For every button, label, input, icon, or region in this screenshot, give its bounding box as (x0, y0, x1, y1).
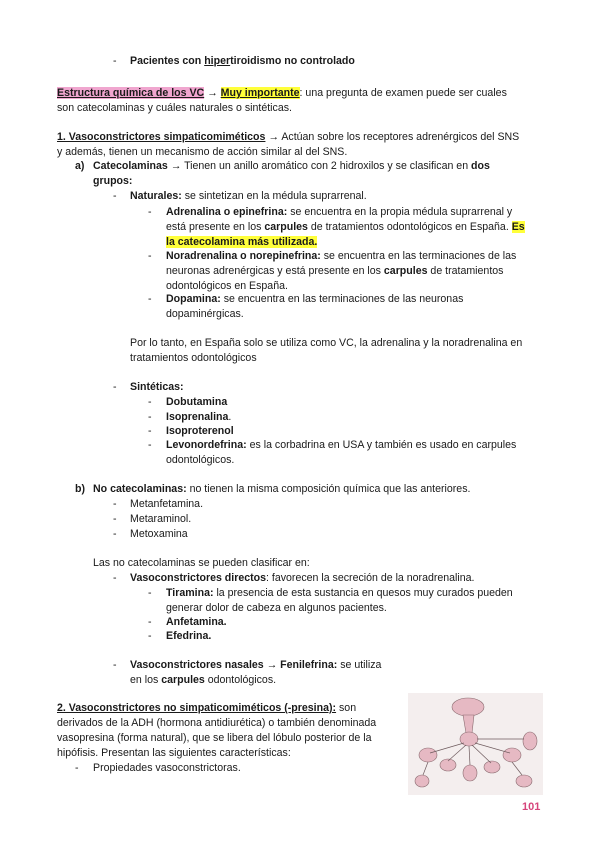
item-dobutamina: Dobutamina (166, 396, 228, 408)
item-directos (130, 571, 475, 586)
text-bold: dos (471, 160, 490, 172)
highlight-text: la catecolamina más utilizada. (166, 236, 318, 248)
section-2-paragraph (57, 701, 402, 761)
arrow-line (423, 762, 428, 775)
text-line: derivados de la ADH (hormona antidiurética) o también denominada (57, 717, 377, 729)
bullet-dash: - (113, 528, 117, 540)
bullet-dash: - (148, 630, 152, 642)
text-line: grupos: (93, 175, 133, 187)
list-letter-b: b) (75, 483, 85, 495)
text-bold: carpules (383, 265, 428, 277)
arrow-line (512, 762, 522, 775)
text-underlined: hiper (204, 55, 231, 67)
text: : favorecen la secreción de la noradrenalina. (266, 572, 475, 584)
paragraph-clasificacion: Las no catecolaminas se pueden clasificar en: (93, 557, 310, 569)
bullet-dash: - (148, 293, 152, 305)
paragraph-estructura (57, 86, 543, 116)
bullet-dash: - (148, 616, 152, 628)
text-line: Por lo tanto, en España solo se utiliza como VC, la adrenalina y la noradrenalina en (130, 337, 523, 349)
label-naturales: Naturales: (130, 190, 182, 202)
text: se encuentra en la propia médula suprarrenal y (287, 206, 513, 218)
label-isoprenalina: Isoprenalina (166, 411, 229, 423)
bullet-dash: - (148, 396, 152, 408)
label-noradrenalina: Noradrenalina o norepinefrina: (166, 250, 321, 262)
text: neuronas adrenérgicas y está presente en los (166, 265, 384, 277)
label-dopamina: Dopamina: (166, 293, 221, 305)
bullet-dash: - (148, 250, 152, 262)
item-dopamina (166, 292, 543, 322)
item-isoproterenol: Isoproterenol (166, 425, 234, 437)
bullet-dash: - (148, 411, 152, 423)
item-noradrenalina (166, 249, 543, 294)
label-directos: Vasoconstrictores directos (130, 572, 267, 584)
text-line: dopaminérgicas. (166, 308, 244, 320)
organ-shape (516, 775, 532, 787)
text-line: hipófisis. Presentan las siguientes características: (57, 747, 291, 759)
text-line: vasopresina (forma natural), que se libera del lóbulo posterior de la (57, 732, 372, 744)
text: no tienen la misma composición química que las anteriores. (186, 483, 471, 495)
text: → Actúan sobre los receptores adrenérgicos del SNS (265, 131, 520, 143)
text: está presente en los (166, 221, 265, 233)
arrow-line (475, 743, 510, 753)
text: : una pregunta de examen puede ser cuales (299, 87, 507, 99)
text: es la corbadrina en USA y también es usado en carpules (246, 439, 517, 451)
organ-shape (503, 748, 521, 762)
text: se sintetizan en la médula suprarrenal. (181, 190, 367, 202)
bullet-dash: - (148, 206, 152, 218)
text: de tratamientos (427, 265, 504, 277)
item-tiramina (166, 586, 543, 616)
bullet-dash: - (113, 659, 117, 671)
label-levonordefrina: Levonordefrina: (166, 439, 247, 451)
item-efedrina: Efedrina. (166, 630, 212, 642)
text-bold: carpules (264, 221, 308, 233)
hypophysis-diagram-svg (408, 693, 543, 795)
text-line: odontológicos. (166, 454, 235, 466)
bullet-dash: - (75, 762, 79, 774)
item-adrenalina (166, 205, 543, 250)
label-sinteticas: Sintéticas: (130, 381, 184, 393)
item-catecolaminas (93, 159, 543, 189)
hypothalamus-shape (452, 698, 484, 716)
organ-shape (415, 775, 429, 787)
arrow-line (448, 745, 466, 761)
text: Pacientes con (130, 55, 205, 67)
bullet-dash: - (148, 587, 152, 599)
organ-shape (484, 761, 500, 773)
bullet-dash: - (113, 381, 117, 393)
highlight-text: Es (511, 221, 525, 233)
text-line: tratamientos odontológicos (130, 352, 257, 364)
bullet-dash: - (148, 425, 152, 437)
item-nasales (130, 658, 410, 688)
text: de tratamientos odontológicos en España. (307, 221, 512, 233)
text-line: odontológicos en España. (166, 280, 288, 292)
bullet-hipertiroidismo (130, 54, 355, 69)
arrow: → (204, 87, 221, 99)
paragraph-conclusion (130, 336, 543, 366)
label-catecolaminas: Catecolaminas (93, 160, 168, 172)
text: . (228, 411, 232, 423)
text: se utiliza (337, 659, 382, 671)
list-item: Metanfetamina. (130, 498, 204, 510)
text-line: generar dolor de cabeza en algunos pacientes. (166, 602, 387, 614)
item-propiedades: Propiedades vasoconstrictoras. (93, 762, 241, 774)
heading-simpaticomimeticos: 1. Vasoconstrictores simpaticomiméticos (57, 131, 266, 143)
arrow-line (469, 746, 470, 765)
heading-no-simpaticomimeticos: 2. Vasoconstrictores no simpaticomiméticos (-presina): (57, 702, 337, 714)
page-number: 101 (522, 801, 541, 813)
arrow-line (472, 745, 491, 763)
text: odontológicos. (204, 674, 277, 686)
text: son (336, 702, 357, 714)
text: en los (130, 674, 162, 686)
pituitary-shape (460, 732, 478, 746)
item-naturales (130, 189, 367, 204)
bullet-dash: - (113, 572, 117, 584)
bullet-dash: - (113, 498, 117, 510)
organ-shape (419, 748, 437, 762)
text: se encuentra en las terminaciones de las (320, 250, 517, 262)
bullet-dash: - (113, 513, 117, 525)
text: se encuentra en las terminaciones de las neuronas (220, 293, 464, 305)
bullet-dash: - (113, 190, 117, 202)
text: → Tienen un anillo aromático con 2 hidroxilos y se clasifican en (167, 160, 472, 172)
item-no-catecolaminas (93, 482, 470, 497)
bullet-dash: - (113, 55, 117, 67)
item-isoprenalina (166, 410, 231, 425)
list-item: Metaraminol. (130, 513, 192, 525)
section-1-heading (57, 130, 543, 160)
heading-estructura: Estructura química de los VC (57, 87, 205, 99)
label-nasales: Vasoconstrictores nasales → Fenilefrina: (130, 659, 338, 671)
label-tiramina: Tiramina: (166, 587, 214, 599)
organ-shape (523, 732, 537, 750)
text: tiroidismo no controlado (230, 55, 355, 67)
list-letter-a: a) (75, 160, 85, 172)
list-item: Metoxamina (130, 528, 188, 540)
bullet-dash: - (148, 439, 152, 451)
text-line: son catecolaminas y cuáles naturales o sintéticas. (57, 102, 292, 114)
item-levonordefrina (166, 438, 543, 468)
stalk-shape (463, 715, 474, 733)
hypophysis-diagram (408, 693, 543, 795)
label-no-catecolaminas: No catecolaminas: (93, 483, 187, 495)
text-line: y además, tienen un mecanismo de acción similar al del SNS. (57, 146, 348, 158)
item-anfetamina: Anfetamina. (166, 616, 227, 628)
text-bold: carpules (161, 674, 205, 686)
highlight-muy-importante: Muy importante (220, 87, 300, 99)
text: la presencia de esta sustancia en quesos muy curados pueden (213, 587, 513, 599)
label-adrenalina: Adrenalina o epinefrina: (166, 206, 288, 218)
organ-shape (463, 765, 477, 781)
